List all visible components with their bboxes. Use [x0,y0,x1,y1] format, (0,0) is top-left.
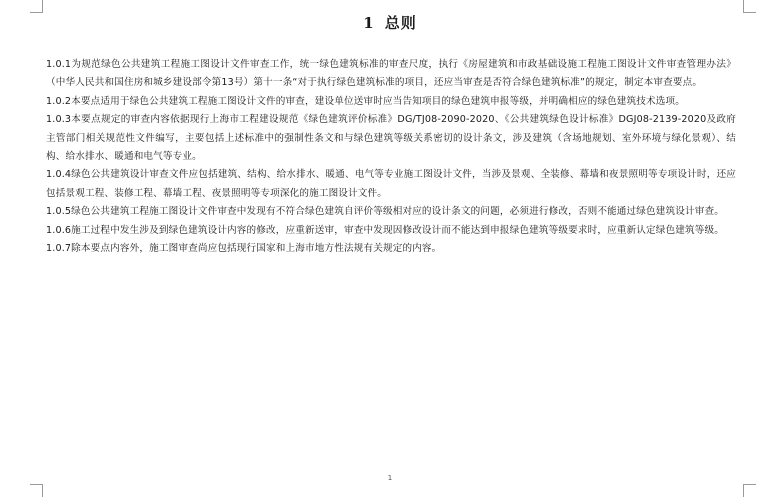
chapter-heading [0,12,780,33]
clause-1-0-2: 1.0.2本要点适用于绿色公共建筑工程施工图设计文件的审查，建设单位送审时应当告知项目的绿色建筑申报等级，并明确相应的绿色建筑技术选项。 [46,95,686,107]
clause-1-0-7: 1.0.7除本要点内容外，施工图审查尚应包括现行国家和上海市地方性法规有关规定的内容。 [46,243,442,255]
chapter-title: 总则 [384,14,417,32]
crop-mark-bottom-left [30,484,43,497]
clause-1-0-4: 1.0.4绿色公共建筑设计审查文件应包括建筑、结构、给水排水、暖通、电气等专业施工图设计文件，当涉及景观、全装修、幕墙和夜景照明等专项设计时，还应包括景观工程、装修工程、幕墙工程、夜景照明等专项深化的施工图设计文件。 [46,169,736,199]
clause-1-0-3: 1.0.3本要点规定的审查内容依据现行上海市工程建设规范《绿色建筑评价标准》DG/TJ08-2090-2020、《公共建筑绿色设计标准》DGJ08-2139-2020及政府主管部门相关规范性文件编写，主要包括上述标准中的强制性条文和与绿色建筑等级关系密切的设计条文，涉及建筑（含场地规划、室外环境与绿化景观）、结构、给水排水、暖通和电气等专业。 [46,114,736,163]
page-number: 1 [387,474,393,482]
chapter-number: 1 [363,14,375,32]
crop-mark-bottom-right [743,484,756,497]
clause-1-0-5: 1.0.5绿色公共建筑工程施工图设计文件审查中发现有不符合绿色建筑自评价等级相对应的设计条文的问题，必须进行修改，否则不能通过绿色建筑设计审查。 [46,206,724,218]
document-body [46,56,736,258]
clause-1-0-1: 1.0.1为规范绿色公共建筑工程施工图设计文件审查工作，统一绿色建筑标准的审查尺度，执行《房屋建筑和市政基础设施工程施工图设计文件审查管理办法》（中华人民共和国住房和城乡建设部令第13号）第十一条“对于执行绿色建筑标准的项目，还应当审查是否符合绿色建筑标准”的规定，制定本审查要点。 [46,59,736,89]
clause-1-0-6: 1.0.6施工过程中发生涉及到绿色建筑设计内容的修改，应重新送审，审查中发现因修改设计而不能达到申报绿色建筑等级要求时，应重新认定绿色建筑等级。 [46,224,724,236]
